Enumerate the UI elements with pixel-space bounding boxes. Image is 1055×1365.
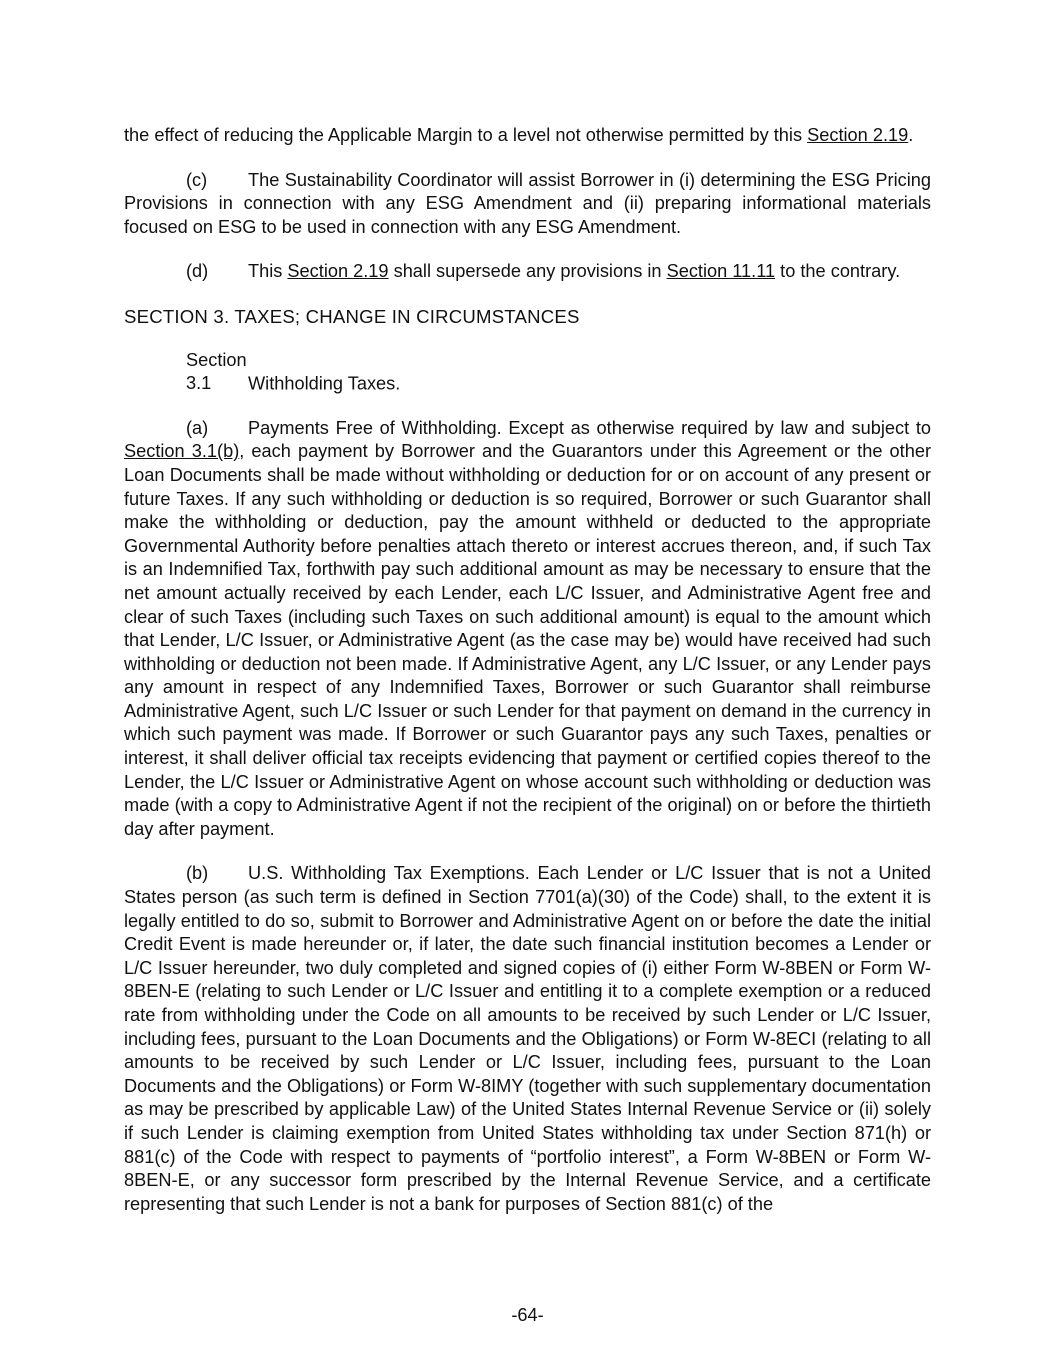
paragraph-label: (c) <box>186 169 208 190</box>
paragraph-end: . <box>908 125 914 145</box>
paragraph-text: Payments Free of Withholding. Except as otherwise required by law and subject to <box>248 417 931 438</box>
paragraph-label: (a) <box>186 417 209 438</box>
paragraph-text: to the contrary. <box>775 261 901 282</box>
subsection-title: Withholding Taxes. <box>248 373 401 394</box>
paragraph-c <box>124 169 931 240</box>
paragraph-text: shall supersede any provisions in <box>388 261 667 282</box>
section-reference: Section 2.19 <box>807 125 909 145</box>
paragraph-label: (b) <box>186 863 209 884</box>
paragraph-continuation <box>124 124 931 148</box>
section-heading: SECTION 3. TAXES; CHANGE IN CIRCUMSTANCES <box>124 305 580 327</box>
section-reference: Section 11.11 <box>666 261 776 282</box>
paragraph-d <box>124 260 931 284</box>
paragraph-text: the effect of reducing the Applicable Margin to a level not otherwise permitted by this <box>124 125 808 145</box>
subsection-heading <box>124 349 931 396</box>
paragraph-a <box>124 417 931 842</box>
paragraph-b <box>124 862 931 1216</box>
paragraph-text: U.S. Withholding Tax Exemptions. Each Lender or L/C Issuer that is not a United States person (as such term is defined in Section 7701(a)(30) of the Code) shall, to the extent it is legally entitled to do so, submit to Borrower and Administrative Agent on or before the date the initial Credit Event is made hereunder or, if later, the date such financial institution becomes a Lender or L/C Issuer hereunder, two duly completed and signed copies of (i) either Form W-8BEN or Form W-8BEN-E (relating to such Lender or L/C Issuer and entitling it to a complete exemption or a reduced rate from withholding under the Code on all amounts to be received by such Lender or L/C Issuer, including fees, pursuant to the Loan Documents and the Obligations) or Form W-8ECI (relating to all amounts to be received by such Lender or L/C Issuer, including fees, pursuant to the Loan Documents and the Obligations) or Form W-8IMY (together with such supplementary documentation as may be prescribed by applicable Law) of the United States Internal Revenue Service or (ii) solely if such Lender is claiming exemption from United States withholding tax under Section 871(h) or 881(c) of the Code with respect to payments of “portfolio interest”, a Form W-8BEN or Form W-8BEN-E, or any successor form prescribed by the Internal Revenue Service, and a certificate representing that such Lender is not a bank for purposes of Section 881(c) of the <box>124 863 931 1214</box>
paragraph-text: The Sustainability Coordinator will assist Borrower in (i) determining the ESG Pricing Provisions in connection with any ESG Amendment and (ii) preparing informational materials focused on ESG to be used in connection with any ESG Amendment. <box>124 169 931 237</box>
paragraph-text: , each payment by Borrower and the Guarantors under this Agreement or the other Loan Documents shall be made without withholding or deduction for or on account of any present or future Taxes. If any such withholding or deduction is so required, Borrower or such Guarantor shall make the withholding or deduction, pay the amount withheld or deducted to the appropriate Governmental Authority before penalties attach thereto or interest accrues thereon, and, if such Tax is an Indemnified Tax, forthwith pay such additional amount as may be necessary to ensure that the net amount actually received by each Lender, each L/C Issuer, and Administrative Agent free and clear of such Taxes (including such Taxes on such additional amount) is equal to the amount which that Lender, L/C Issuer, or Administrative Agent (as the case may be) would have received had such withholding or deduction not been made. If Administrative Agent, any L/C Issuer, or any Lender pays any amount in respect of any Indemnified Taxes, Borrower or such Guarantor shall reimburse Administrative Agent, such L/C Issuer or such Lender for that payment on demand in the currency in which such payment was made. If Borrower or such Guarantor pays any such Taxes, penalties or interest, it shall deliver official tax receipts evidencing that payment or certified copies thereof to the Lender, the L/C Issuer or Administrative Agent on whose account such withholding or deduction was made (with a copy to Administrative Agent if not the recipient of the original) on or before the thirtieth day after payment. <box>124 441 932 839</box>
page-number: -64- <box>511 1305 544 1325</box>
paragraph-text: This <box>248 261 288 282</box>
section-reference: Section 3.1(b) <box>124 441 240 462</box>
document-page <box>124 124 931 1237</box>
paragraph-label: (d) <box>186 261 209 282</box>
subsection-number: Section 3.1 <box>186 349 247 394</box>
section-reference: Section 2.19 <box>287 261 389 282</box>
